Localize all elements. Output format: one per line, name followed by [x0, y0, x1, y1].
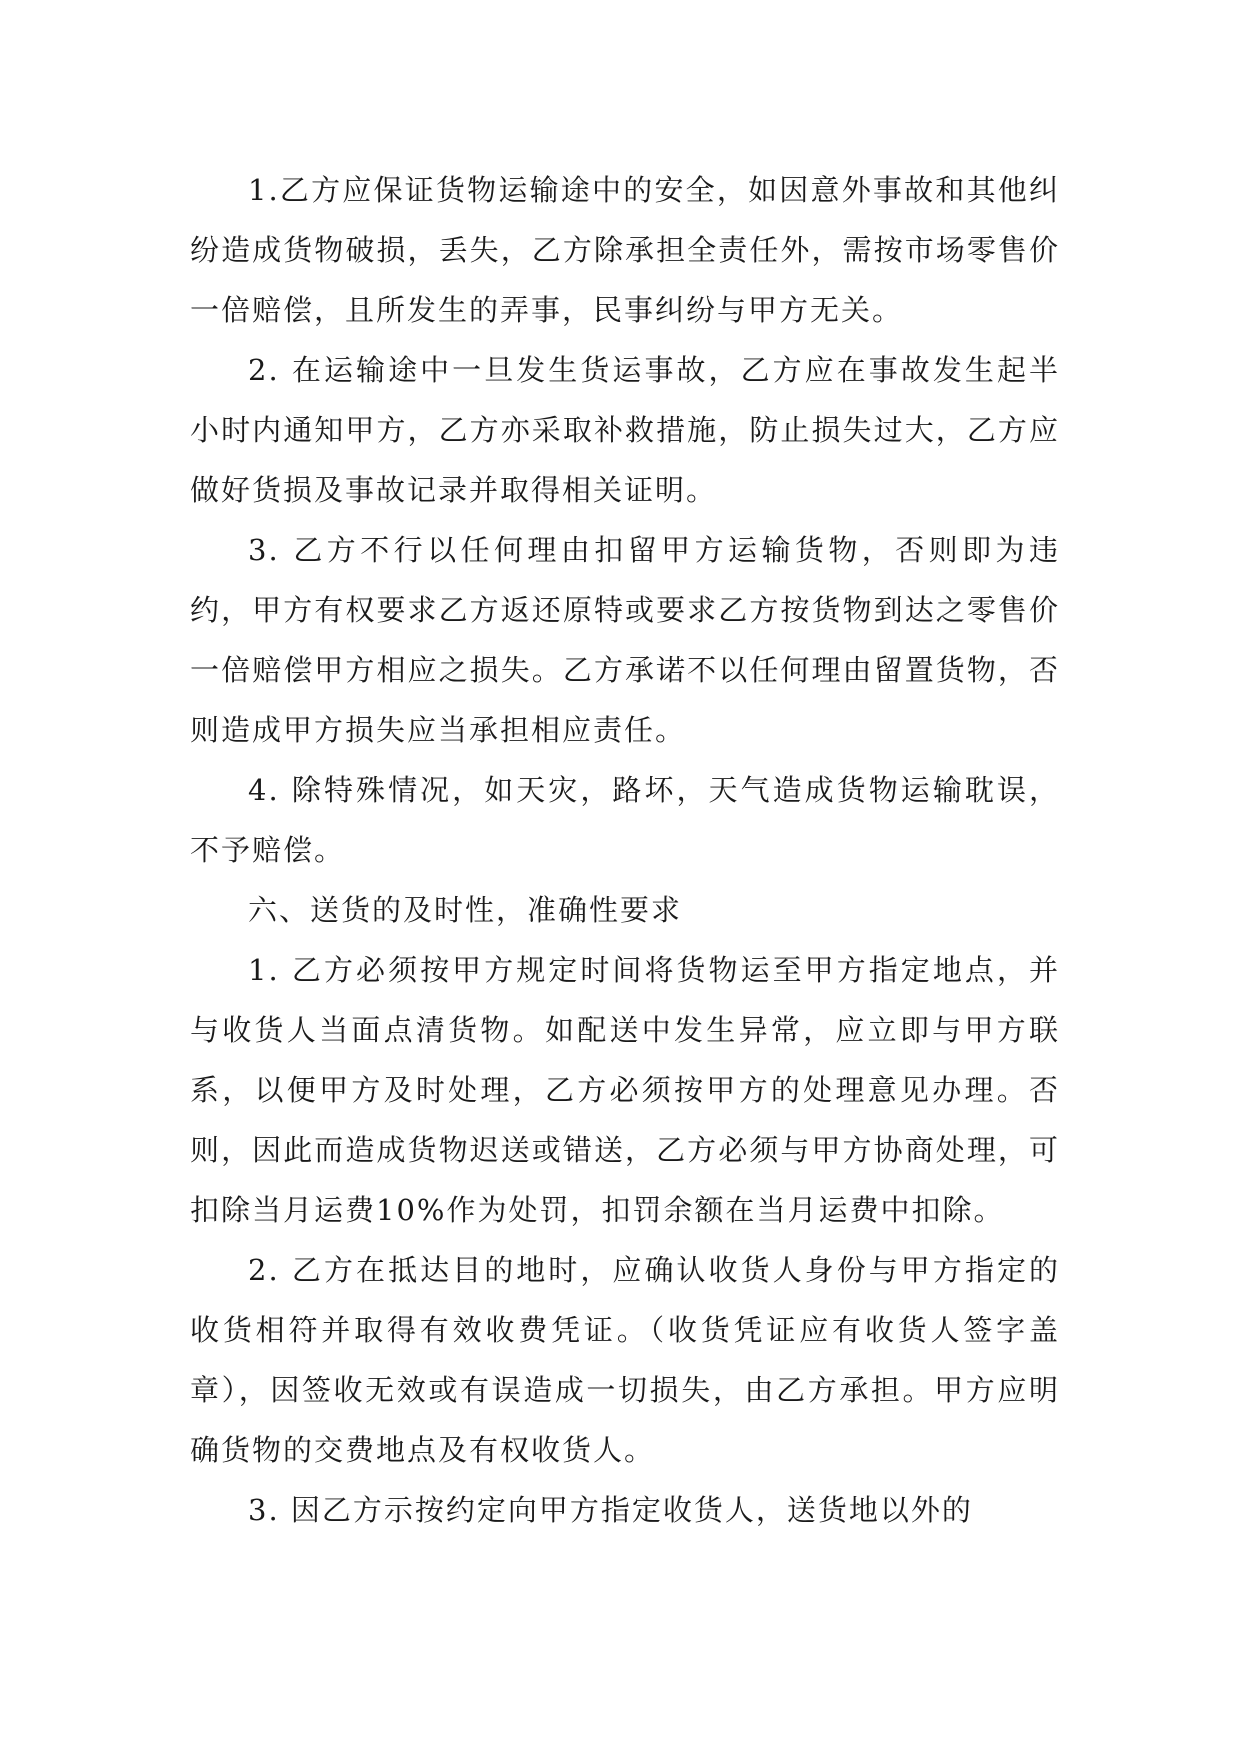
clause-6-2-paragraph: 2. 乙方在抵达目的地时，应确认收货人身份与甲方指定的收货相符并取得有效收费凭证。（收货凭证应有收货人签字盖章），因签收无效或有误造成一切损失，由乙方承担。甲方应明确货物的交费地点及有权收货人。: [190, 1253, 1060, 1467]
document-body: [190, 160, 1060, 1540]
clause-5-4-paragraph: 4. 除特殊情况，如天灾，路坏，天气造成货物运输耽误，不予赔偿。: [190, 773, 1060, 867]
clause-5-1-paragraph: 1.乙方应保证货物运输途中的安全，如因意外事故和其他纠纷造成货物破损，丢失，乙方除承担全责任外，需按市场零售价一倍赔偿，且所发生的弄事，民事纠纷与甲方无关。: [190, 173, 1060, 327]
clause-5-2-paragraph: 2. 在运输途中一旦发生货运事故，乙方应在事故发生起半小时内通知甲方，乙方亦采取补救措施，防止损失过大，乙方应做好货损及事故记录并取得相关证明。: [190, 353, 1060, 507]
section-6-heading: 六、送货的及时性，准确性要求: [248, 893, 683, 927]
clause-6-3-paragraph: 3. 因乙方示按约定向甲方指定收货人，送货地以外的: [248, 1493, 973, 1527]
clause-5-3-paragraph: 3. 乙方不行以任何理由扣留甲方运输货物，否则即为违约，甲方有权要求乙方返还原特或要求乙方按货物到达之零售价一倍赔偿甲方相应之损失。乙方承诺不以任何理由留置货物，否则造成甲方损失应当承担相应责任。: [190, 533, 1060, 747]
clause-6-1-paragraph: 1. 乙方必须按甲方规定时间将货物运至甲方指定地点，并与收货人当面点清货物。如配送中发生异常，应立即与甲方联系，以便甲方及时处理，乙方必须按甲方的处理意见办理。否则，因此而造成货物迟送或错送，乙方必须与甲方协商处理，可扣除当月运费10%作为处罚，扣罚余额在当月运费中扣除。: [190, 953, 1060, 1227]
